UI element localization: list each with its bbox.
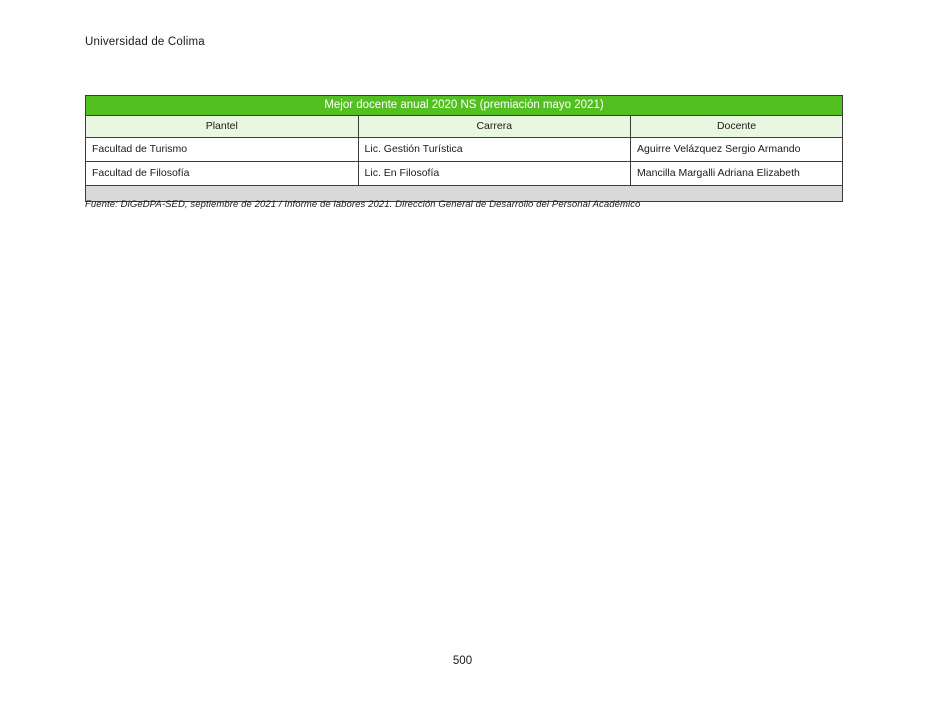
table-row xyxy=(86,162,843,186)
source-note: Fuente: DiGeDPA-SED, septiembre de 2021 / Informe de labores 2021. Dirección General de Desarrollo del Personal Académico xyxy=(85,199,641,210)
cell-carrera: Lic. En Filosofía xyxy=(358,162,631,186)
table-title-row xyxy=(86,96,843,116)
table-row xyxy=(86,138,843,162)
column-header-plantel: Plantel xyxy=(86,116,359,138)
cell-docente: Mancilla Margalli Adriana Elizabeth xyxy=(631,162,843,186)
column-header-carrera: Carrera xyxy=(358,116,631,138)
cell-plantel: Facultad de Turismo xyxy=(86,138,359,162)
table-title: Mejor docente anual 2020 NS (premiación mayo 2021) xyxy=(86,96,843,116)
table-container xyxy=(85,95,843,202)
cell-carrera: Lic. Gestión Turística xyxy=(358,138,631,162)
cell-plantel: Facultad de Filosofía xyxy=(86,162,359,186)
page-number: 500 xyxy=(452,655,473,667)
column-header-docente: Docente xyxy=(631,116,843,138)
table-header-row xyxy=(86,116,843,138)
cell-docente: Aguirre Velázquez Sergio Armando xyxy=(631,138,843,162)
page-header-institution: Universidad de Colima xyxy=(85,36,205,48)
best-teacher-table xyxy=(85,95,843,202)
